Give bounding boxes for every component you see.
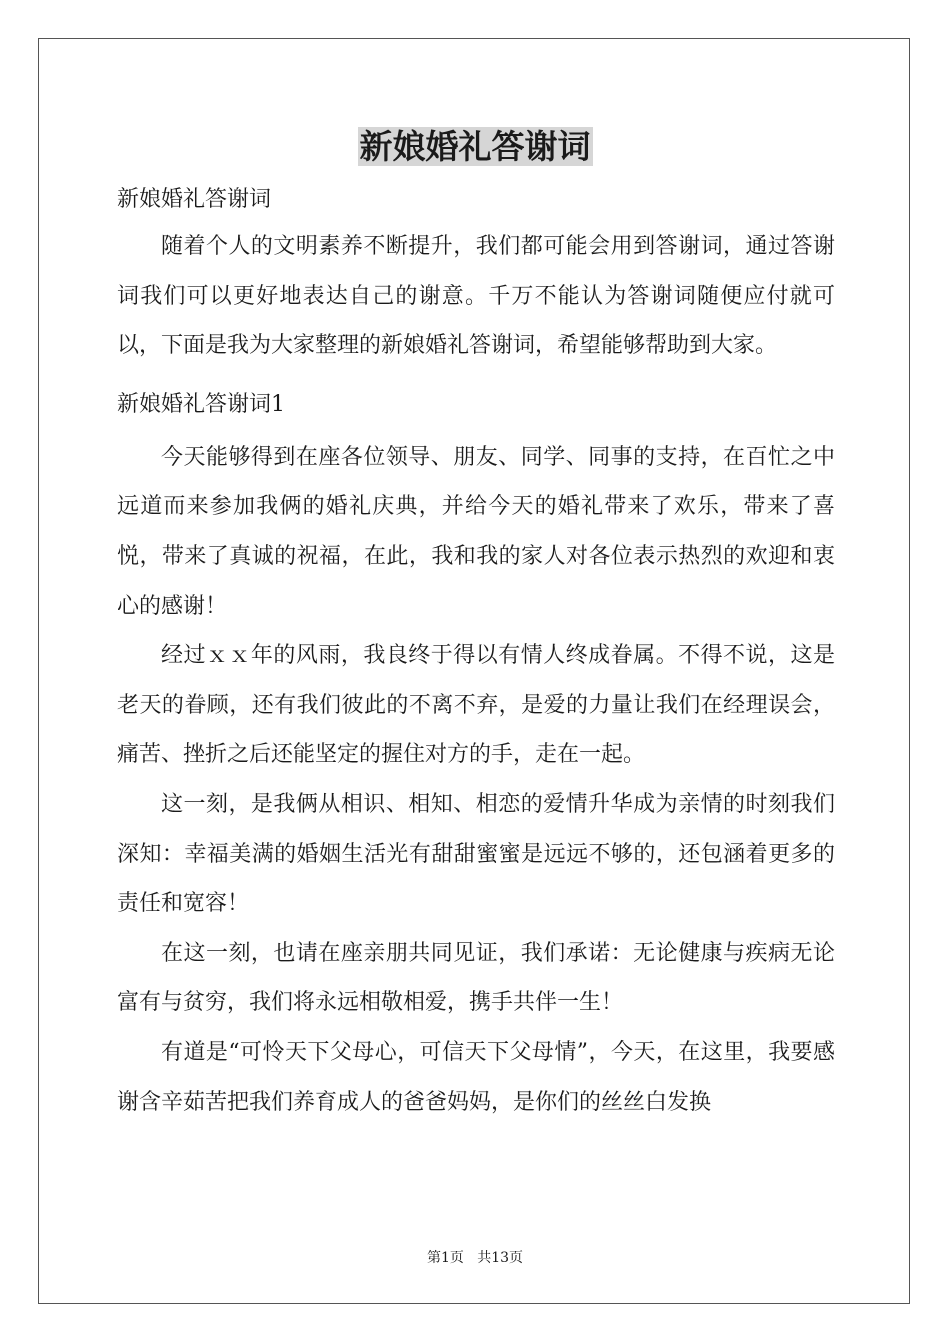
body-paragraph: 这一刻，是我俩从相识、相知、相恋的爱情升华成为亲情的时刻我们深知：幸福美满的婚姻生活光有甜甜蜜蜜是远远不够的，还包涵着更多的责任和宽容！ [117,791,835,917]
body-paragraph: 今天能够得到在座各位领导、朋友、同学、同事的支持，在百忙之中远道而来参加我俩的婚礼庆典，并给今天的婚礼带来了欢乐，带来了喜悦，带来了真诚的祝福，在此，我和我的家人对各位表示热烈的欢迎和衷心的感谢！ [117,444,835,619]
document-subtitle: 新娘婚礼答谢词 [117,187,272,212]
body-paragraph: 有道是“可怜天下父母心，可信天下父母情”，今天，在这里，我要感谢含辛茹苦把我们养育成人的爸爸妈妈，是你们的丝丝白发换 [117,1039,835,1115]
document-title-text: 新娘婚礼答谢词 [359,127,591,166]
section-heading: 新娘婚礼答谢词1 [117,391,285,417]
page-footer: 第1页 共13页 [426,1250,524,1266]
intro-paragraph: 随着个人的文明素养不断提升，我们都可能会用到答谢词，通过答谢词我们可以更好地表达自己的谢意。千万不能认为答谢词随便应付就可以，下面是我为大家整理的新娘婚礼答谢词，希望能够帮助到大家。 [117,234,835,359]
body-paragraph: 在这一刻，也请在座亲朋共同见证，我们承诺：无论健康与疾病无论富有与贫穷，我们将永远相敬相爱，携手共伴一生！ [117,940,835,1016]
body-paragraph: 经过ｘｘ年的风雨，我良终于得以有情人终成眷属。不得不说，这是老天的眷顾，还有我们彼此的不离不弃，是爱的力量让我们在经理误会，痛苦、挫折之后还能坚定的握住对方的手，走在一起。 [117,643,835,768]
document-body [117,178,835,1127]
document-title [0,124,950,170]
